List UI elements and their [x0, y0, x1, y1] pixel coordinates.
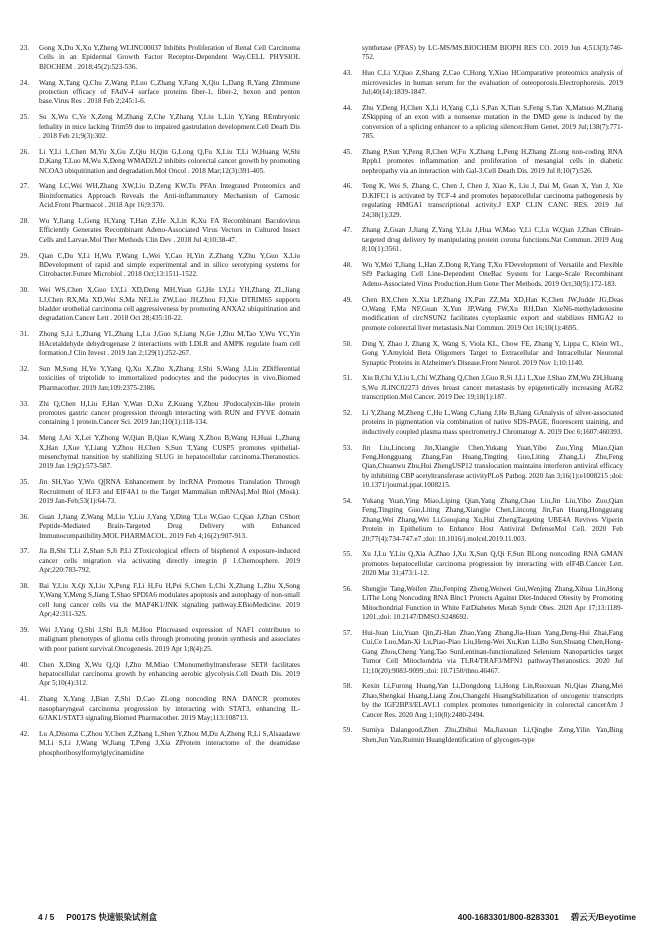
reference-text: Li Y,Zhang M,Zheng C,Hu L,Wang C,Jiang J,He B,Jiang GAnalysis of silver-associated proteins in pigmentation via combination of native SDS-PAGE, fluorescent staining, and inductively coupled plasma mass spectrometry.J Chromatogr A. 2019 Dec 6;1607:460393.: [362, 408, 623, 436]
reference-text: Sumiya Dalangood,Zhen Zhu,Zhihui Ma,Jiaxuan Li,Qinghe Zeng,Yilin Yan,Bing Shen,Jun Yan,Ruimin HuangIdentification of glycogen-type: [362, 726, 623, 744]
reference-number: 40.: [20, 660, 29, 669]
reference-number: 39.: [20, 625, 29, 634]
reference-number: 59.: [343, 726, 352, 735]
reference-item: [20, 252, 300, 280]
reference-text: Ding Y, Zhao J, Zhang X, Wang S, Viola KL, Chow FE, Zhang Y, Lippa C, Klein WL, Gong Y.Amyloid Beta Oligomers Target to Extracellular and Intracellular Neuronal Synaptic Proteins in Alzheimer's Disease.Front Neurol. 2019 Nov 1;10:1140.: [362, 339, 623, 367]
reference-item: [20, 113, 300, 141]
reference-text: Hui-Juan Liu,Yuan Qin,Zi-Han Zhao,Yang Zhang,Jia-Huan Yang,Deng-Hui Zhai,Fang Cui,Ce Luo,Man-Xi Lu,Piao-Piao Liu,Heng-Wei Xu,Kun Li,Bo Sun,Shuang Chen,Hong-Gang Zhou,Cheng Yang,Tao SunLentinan-functionalized Selenium Nanoparticles target Tumor Cell Mitochondria via TLR4/TRAF3/MFN1 pathwayTheranostics. 2020 Jul 11;10(20):9083-9099.;doi: 10.7150/thno.46467.: [362, 628, 623, 675]
reference-item: [20, 695, 300, 723]
reference-number: 53.: [343, 443, 352, 452]
reference-item: [343, 682, 623, 720]
references-column-right: [343, 44, 623, 752]
reference-item: [343, 182, 623, 220]
reference-text: Kexin Li,Furong Huang,Yan Li,Dongdong Li,Hong Lin,Ruoxuan Ni,Qiao Zhang,Mei Zhao,Shengkai Huang,Liang Zou,Changzhi HuangStabilization of oncogenic transcripts by the IGF2BP3/ELAVL1 complex promotes tumorigenicity in colorectal cancerAm J Cancer Res. 2020 Aug 1;10(8):2480-2494.: [362, 682, 623, 719]
reference-text: Guan J,Jiang Z,Wang M,Liu Y,Liu J,Yang Y,Ding T,Lu W,Gao C,Qian J,Zhan CShort Peptide-Mediated Brain-Targeted Drug Delivery with Enhanced Immunocompatibility.MOL PHARMACOL. 2019 Feb 4;16(2):907-913.: [39, 512, 300, 540]
reference-number: 44.: [343, 103, 352, 112]
reference-text: Jin SH,Yao Y,Wu Q[RNA Enhancement by lncRNA Promotes Translation Through Recruitment of ILF3 and EIF4A1 to the Target Mammalian mRNAs].Mol Biol (Mosk). 2019 Jan-Feb;53(1):64-73.: [39, 478, 300, 505]
reference-number: 42.: [20, 729, 29, 738]
references-column-left: [20, 44, 300, 764]
footer-right: [458, 911, 636, 923]
reference-item: [20, 547, 300, 575]
reference-item: [20, 330, 300, 358]
page-footer: [38, 911, 636, 925]
reference-text: Wei J,Yang Q,Shi J,Shi B,Ji M,Hou PIncreased expression of NAF1 contributes to malignant phenotypes of glioma cells through promoting protein synthesis and associates with poor patient survival.Oncogenesis. 2019 Apr 1;8(4):25.: [39, 625, 300, 653]
reference-number: [343, 44, 362, 63]
reference-item: [20, 182, 300, 210]
reference-number: 43.: [343, 69, 352, 78]
reference-text: Chen RX,Chen X,Xia LP,Zhang JX,Pan ZZ,Ma XD,Han K,Chen JW,Judde JG,Deas O,Wang F,Ma NF,Guan X,Yun JP,Wang FW,Xu RH,Dan XieN6-methyladenosine modification of circNSUN2 facilitates cytoplasmic export and stabilizes HMGA2 to promote colorectal liver metastasis.Nat Commun. 2019 Oct 16;10(1):4695.: [362, 295, 623, 332]
reference-item: [20, 286, 300, 324]
reference-item: [20, 148, 300, 176]
reference-item: [343, 148, 623, 176]
reference-number: 52.: [343, 408, 352, 417]
reference-text: Jin Liu,Lincong Jin,Xiangjie Chen,Yukang Yuan,Yibo Zuo,Ying Miao,Qian Feng,Hongguang Zhang,Fan Huang,Tingting Guo,Liting Zhang,Li Zhu,Feng Qian,Chuanwu Zhu,Hui ZhengUSP12 translocation maintains interferon antiviral efficacy by inhibiting CBP acetyltransferase activityPLoS Pathog. 2020 Jan 3;16(1):e1008215 ;doi: 10.1371/journal.ppat.1008215.: [362, 443, 623, 490]
reference-number: 33.: [20, 399, 29, 408]
reference-item: [343, 226, 623, 254]
reference-number: 38.: [20, 581, 29, 590]
brand-name: 碧云天/Beyotime: [570, 912, 636, 922]
reference-number: 46.: [343, 182, 352, 191]
reference-item: [343, 444, 623, 491]
reference-item: [20, 661, 300, 689]
reference-number: 55.: [343, 550, 352, 559]
reference-text: Wu Y,Jiang L,Geng H,Yang T,Han Z,He X,Lin K,Xu FA Recombinant Baculovirus Efficiently Generates Recombinant Adeno-Associated Virus Vectors in Cultured Insect Cells and Larvae.Mol Ther Methods Clin Dev . 2018 Jul 4;10:38-47.: [39, 217, 300, 244]
page-number: 4 / 5: [38, 912, 55, 922]
reference-number: 45.: [343, 147, 352, 156]
reference-item: [343, 497, 623, 544]
reference-text: Wei WS,Chen X,Guo LY,Li XD,Deng MH,Yuan GJ,He LY,Li YH,Zhang ZL,Jiang LJ,Chen RX,Ma XD,Wei S,Ma NF,Liu ZW,Luo JH,Zhou FJ,Xie DTRIM65 supports bladder urothelial carcinoma cell aggressiveness by promoting ANXA2 ubiquitination and degradation.Cancer Lett . 2018 Oct 28;435:10-22.: [39, 286, 300, 323]
reference-number: 41.: [20, 695, 29, 704]
reference-item: [343, 585, 623, 623]
reference-item: [343, 550, 623, 578]
reference-item: [20, 79, 300, 107]
contact-phone: 400-1683301/800-8283301: [457, 912, 559, 922]
reference-text: Lu A,Disoma C,Zhou Y,Chen Z,Zhang L,Shen Y,Zhou M,Du A,Zheng R,Li S,Alsaadawe M,Li S,Li J,Wang W,Jiang T,Peng J,Xia ZProtein interactome of the deamidase phosphoribosylformylglycinamidine: [39, 729, 300, 757]
reference-text: Teng K, Wei S, Zhang C, Chen J, Chen J, Xiao K, Liu J, Dai M, Guan X, Yun J, Xie D.KIFC1 is activated by TCF-4 and promotes hepatocellular carcinoma pathogenesis by regulating HMGA1 transcriptional activity.J EXP CLIN CANC RES. 2019 Jul 24;38(1):329.: [362, 182, 623, 219]
reference-number: 51.: [343, 374, 352, 383]
reference-text: Zhang Z,Guan J,Jiang Z,Yang Y,Liu J,Hua W,Mao Y,Li C,Lu W,Qian J,Zhan CBrain-targeted drug delivery by manipulating protein corona functions.Nat Commun. 2019 Aug 8;10(1):3561.: [362, 226, 623, 254]
reference-number: 23.: [20, 44, 29, 52]
reference-item: [20, 400, 300, 428]
reference-text: Su X,Wu C,Ye X,Zeng M,Zhang Z,Che Y,Zhang Y,Liu L,Lin Y,Yang REmbryonic lethality in mice lacking Trim59 due to impaired gastrulation development.Cell Death Dis . 2018 Feb 21;9(3):302.: [39, 113, 300, 141]
reference-text: Zhi Q,Chen H,Liu F,Han Y,Wan D,Xu Z,Kuang Y,Zhou JPodocalyxin-like protein promotes gastric cancer progression through interacting with RUN and FYVE domain containing 1 protein.Cancer Sci. 2019 Jan;110(1):118-134.: [39, 399, 300, 427]
reference-item: [20, 582, 300, 620]
reference-number: 35.: [20, 478, 29, 487]
reference-number: 54.: [343, 496, 352, 505]
reference-item: [20, 730, 300, 758]
reference-number: 30.: [20, 286, 29, 295]
reference-item: [20, 365, 300, 393]
reference-number: 56.: [343, 584, 352, 593]
reference-text: Wu Y,Mei T,Jiang L,Han Z,Dong R,Yang T,Xu FDevelopment of Versatile and Flexible Sf9 Packaging Cell Line-Dependent OneBac System for Large-Scale Recombinant Adeno-Associated Virus Production.Hum Gene Ther Methods. 2019 Oct;30(5):172-183.: [362, 261, 623, 288]
reference-item: [343, 261, 623, 289]
reference-number: 24.: [20, 78, 29, 87]
reference-number: 58.: [343, 682, 352, 691]
reference-text: Zhu Y,Deng H,Chen X,Li H,Yang C,Li S,Pan X,Tian S,Feng S,Tan X,Matsuo M,Zhang ZSkipping of an exon with a nonsense mutation in the DMD gene is induced by the conversion of a splicing enhancer to a splicing silencer.Hum Genet. 2019 Jul;138(7):771-785.: [362, 103, 623, 141]
reference-item: [20, 626, 300, 654]
reference-number: 37.: [20, 547, 29, 556]
reference-text: Qian C,Du Y,Li H,Wu P,Wang L,Wei Y,Cao H,Yin Z,Zhang Y,Zhu Y,Guo X,Liu BDevelopment of rapid and simple experimental and in silico serotyping systems for Citrobacter.Future Microbiol . 2018 Oct;13:1511-1522.: [39, 251, 300, 279]
reference-text: Li Y,Li L,Chen M,Yu X,Gu Z,Qiu H,Qin G,Long Q,Fu X,Liu T,Li W,Huang W,Shi D,Kang T,Luo M,Wu X,Deng WMAD2L2 inhibits colorectal cancer growth by promoting NCOA3 ubiquitination and degradation.Mol Oncol . 2018 Mar;12(3):391-405.: [39, 147, 300, 175]
reference-item: [20, 44, 300, 72]
reference-item: [343, 69, 623, 97]
product-code: P0017S: [66, 912, 97, 922]
reference-text: Zhong S,Li L,Zhang YL,Zhang L,Lu J,Guo S,Liang N,Ge J,Zhu M,Tao Y,Wu YC,Yin HAcetaldehyde dehydrogenase 2 interactions with LDLR and AMPK regulate foam cell formation.J Clin Invest . 2019 Jan 2;129(1):252-267.: [39, 330, 300, 358]
reference-item: [343, 374, 623, 402]
reference-number: 29.: [20, 251, 29, 260]
reference-text: Zhang X,Yang J,Bian Z,Shi D,Cao ZLong noncoding RNA DANCR promotes nasopharyngeal carcinoma progression by interacting with STAT3, enhancing IL-6/JAK1/STAT3 signaling.Biomed Pharmacother. 2019 May;113:108713.: [39, 695, 300, 722]
reference-item: [343, 44, 623, 63]
reference-item: [20, 513, 300, 541]
reference-number: 49.: [343, 295, 352, 304]
reference-number: 32.: [20, 364, 29, 373]
reference-text: Xiu B,Chi Y,Liu L,Chi W,Zhang Q,Chen J,Guo R,Si J,Li L,Xue J,Shao ZM,Wu ZH,Huang S,Wu JLINC02273 drives breast cancer metastasis by epigenetically increasing AGR2 transcription.Mol Cancer. 2019 Dec 19;18(1):187.: [362, 374, 623, 402]
reference-text: Sun M,Song H,Ye Y,Yang Q,Xu X,Zhu X,Zhang J,Shi S,Wang J,Liu ZDifferential toxicities of triptolide to immortalized podocytes and the podocytes in vivo.Biomed Pharmacother. 2019 Jan;109:2375-2386.: [39, 364, 300, 392]
reference-number: 57.: [343, 628, 352, 637]
reference-item: [343, 726, 623, 745]
reference-text: Bai Y,Liu X,Qi X,Liu X,Peng F,Li H,Fu H,Pei S,Chen L,Chi X,Zhang L,Zhu X,Song Y,Wang Y,Meng S,Jiang T,Shao SPDIA6 modulates apoptosis and autophagy of non-small cell lung cancer cells via the MAP4K1/JNK signaling pathway.EBioMedicine. 2019 Apr;42:311-325.: [39, 581, 300, 619]
reference-text: Yukang Yuan,Ying Miao,Liping Qian,Yang Zhang,Chao Liu,Jin Liu,Yibo Zuo,Qian Feng,Tingting Guo,Liting Zhang,Xiangjie Chen,Lincong Jin,Fan Huang,Hongguang Zhang,Wei Zhang,Wei Li,Guoqiang Xu,Hui ZhengTargeting UBE4A Revives Viperin Protein in Epithelium to Enhance Host Antiviral DefenseMol Cell. 2020 Feb 20;77(4):734-747.e7.;doi: 10.1016/j.molcel.2019.11.003.: [362, 496, 623, 543]
product-name: 快速银染试剂盒: [98, 912, 158, 922]
reference-text: Wang LC,Wei WH,Zhang XW,Liu D,Zeng KW,Tu PFAn Integrated Proteomics and Bioinformatics Approach Reveals the Anti-inflammatory Mechanism of Carnosic Acid.Front Pharmacol . 2018 Apr 16;9:370.: [39, 182, 300, 210]
reference-number: 25.: [20, 113, 29, 122]
reference-text: Jia B,Shi T,Li Z,Shan S,Ji P,Li ZToxicological effects of bisphenol A exposure-induced cancer cells migration via activating directly integrin β 1.Chemosphere. 2019 Apr;220:783-792.: [39, 547, 300, 575]
reference-item: [343, 104, 623, 142]
reference-number: 47.: [343, 226, 352, 235]
reference-text: Shengjie Tang,Weifen Zhu,Fenping Zheng,Weiwei Gui,Wenjing Zhang,Xihua Lin,Hong LiThe Long Noncoding RNA Blnc1 Protects Against Diet-Induced Obesity by Promoting Mitochondrial Function in White FatDiabetes Metab Syndr Obes. 2020 Apr 17;13:1189-1201.;doi: 10.2147/DMSO.S248692.: [362, 584, 623, 622]
reference-number: 36.: [20, 512, 29, 521]
reference-item: [343, 340, 623, 368]
reference-number: 26.: [20, 147, 29, 156]
reference-text: Meng J,Ai X,Lei Y,Zhong W,Qian B,Qiao K,Wang X,Zhou B,Wang H,Huai L,Zhang X,Han J,Xue Y,Liang Y,Zhou H,Chen S,Sun T,Yang CUSP5 promotes epithelial-mesenchymal transition by stabilizing SLUG in hepatocellular carcinoma.Theranostics. 2019 Jan 1;9(2):573-587.: [39, 434, 300, 471]
reference-text: Chen X,Ding X,Wu Q,Qi J,Zhu M,Miao CMonomethyltransferase SET8 facilitates hepatocellular carcinoma growth by enhancing aerobic glycolysis.Cell Death Dis. 2019 Apr 5;10(4):312.: [39, 660, 300, 688]
reference-item: [20, 217, 300, 245]
reference-item: [343, 409, 623, 437]
reference-text: Zhang P,Sun Y,Peng R,Chen W,Fu X,Zhang L,Peng H,Zhang ZLong non-coding RNA Rpph1 promotes inflammation and proliferation of mesangial cells in diabetic nephropathy via an interaction with Gal-3.Cell Death Dis. 2019 Jul 8;10(7):526.: [362, 147, 623, 175]
reference-text: Gong X,Du X,Xu Y,Zheng WLINC00037 Inhibits Proliferation of Renal Cell Carcinoma Cells in an Epidermal Growth Factor Receptor-Dependent Way.CELL PHYSIOL BIOCHEM . 2018;45(2):523-536.: [39, 44, 300, 71]
reference-text: synthetase (PFAS) by LC-MS/MS.BIOCHEM BIOPH RES CO. 2019 Jun 4;513(3):746-752.: [362, 44, 623, 62]
reference-item: [20, 478, 300, 506]
reference-number: 50.: [343, 339, 352, 348]
reference-number: 34.: [20, 434, 29, 443]
reference-item: [20, 434, 300, 472]
reference-text: Xu J,Lu Y,Liu Q,Xia A,Zhao J,Xu X,Sun Q,Qi F,Sun BLong noncoding RNA GMAN promotes hepatocellular carcinoma progression by interacting with eIF4B.Cancer Lett. 2020 Mar 31;473:1-12.: [362, 550, 623, 578]
reference-number: 48.: [343, 261, 352, 270]
reference-number: 31.: [20, 330, 29, 339]
reference-number: 27.: [20, 182, 29, 191]
reference-item: [343, 296, 623, 334]
reference-item: [343, 629, 623, 676]
reference-number: 28.: [20, 217, 29, 226]
footer-left: [38, 911, 157, 923]
reference-text: Wang X,Tang Q,Chu Z,Wang P,Luo C,Zhang Y,Fang X,Qiu L,Dang R,Yang ZImmune protection efficacy of FAdV-4 surface proteins fiber-1, fiber-2, hexon and penton base.Virus Res . 2018 Feb 2;245:1-6.: [39, 78, 300, 106]
reference-text: Huo C,Li Y,Qiao Z,Shang Z,Cao C,Hong Y,Xiao HComparative proteomics analysis of microvesicles in human serum for the evaluation of osteoporosis.Electrophoresis. 2019 Jul;40(14):1839-1847.: [362, 69, 623, 97]
